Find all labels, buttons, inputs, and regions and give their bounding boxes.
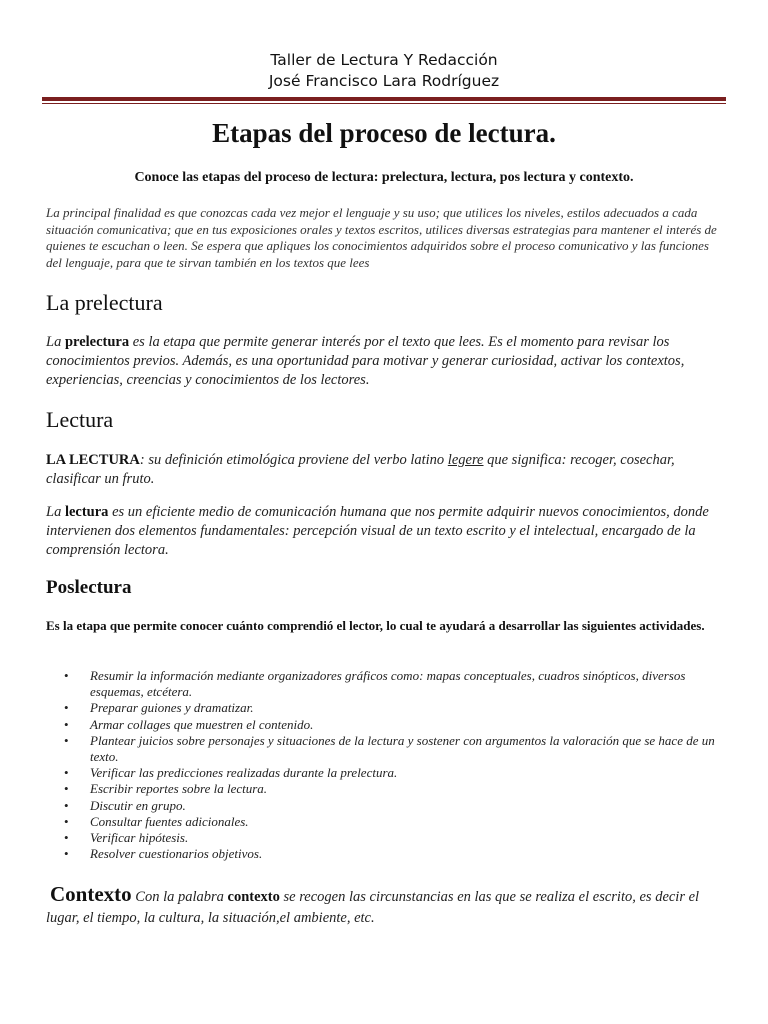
list-item: • Plantear juicios sobre personajes y situaciones de la lectura y sostener con argumentos la valoración que se hace de un texto. [64,733,728,765]
intro-paragraph: La principal finalidad es que conozcas cada vez mejor el lenguaje y su uso; que utilices los niveles, estilos adecuados a cada situación comunicativa; que en tus exposiciones orales y textos escritos, utilices diversas estrategias para mantener el interés de quienes te escuchan o leen. Se espera que apliques los conocimientos adquiridos sobre el proceso comunicativo y las funciones del lenguaje, para que te sirvan también en los textos que lees [46,205,717,270]
document-header [0,50,768,92]
poslectura-intro: Es la etapa que permite conocer cuánto comprendió el lector, lo cual te ayudará a desarrollar las siguientes actividades. [46,618,705,633]
heading-contexto: Contexto [50,882,132,906]
term-la-lectura: LA LECTURA [46,452,140,468]
heading-lectura: Lectura [46,407,114,432]
term-lectura: lectura [64,504,109,520]
header-course-title: Taller de Lectura Y Redacción [270,51,498,69]
list-item: • Verificar las predicciones realizadas durante la prelectura. [64,765,728,781]
page-title: Etapas del proceso de lectura. [212,118,556,148]
list-item: • Consultar fuentes adicionales. [64,814,728,830]
list-item: • Resolver cuestionarios objetivos. [64,846,728,862]
prelectura-paragraph: La prelectura es la etapa que permite generar interés por el texto que lees. Es el momento para revisar los conocimientos previos. Además, es una oportunidad para motivar y generar curiosidad, activar los contextos, experiencias, creencias y conocimientos de los lectores. [46,334,685,388]
lectura-definition-paragraph: LA LECTURA: su definición etimológica proviene del verbo latino legere que significa: recoger, cosechar, clasificar un fruto. [46,452,675,487]
contexto-paragraph: Contexto Con la palabra contexto se recogen las circunstancias en las que se realiza el escrito, es decir el lugar, el tiempo, la cultura, la situación,el ambiente, etc. [46,882,700,926]
page-subtitle: Conoce las etapas del proceso de lectura: prelectura, lectura, pos lectura y contexto. [134,170,634,185]
term-legere: legere [447,452,484,468]
list-item: • Escribir reportes sobre la lectura. [64,781,728,797]
header-rule-thin [42,103,726,104]
list-item: • Verificar hipótesis. [64,830,728,846]
list-item: • Preparar guiones y dramatizar. [64,700,728,716]
heading-prelectura: La prelectura [46,290,163,315]
list-item: • Armar collages que muestren el contenido. [64,717,728,733]
term-contexto: contexto [227,889,280,905]
header-author: José Francisco Lara Rodríguez [268,72,500,90]
lectura-description-paragraph: La lectura es un eficiente medio de comunicación humana que nos permite adquirir nuevos conocimientos, donde intervienen dos elementos fundamentales: percepción visual de un texto escrito y el intelectual, encargado de la comprensión lectora. [46,504,709,558]
header-rule-thick [42,97,726,101]
list-item: • Discutir en grupo. [64,798,728,814]
term-prelectura: prelectura [64,334,130,350]
heading-poslectura: Poslectura [46,577,132,598]
list-item: • Resumir la información mediante organizadores gráficos como: mapas conceptuales, cuadros sinópticos, diversos esquemas, etcétera. [64,668,728,700]
poslectura-activities-list [64,668,728,862]
